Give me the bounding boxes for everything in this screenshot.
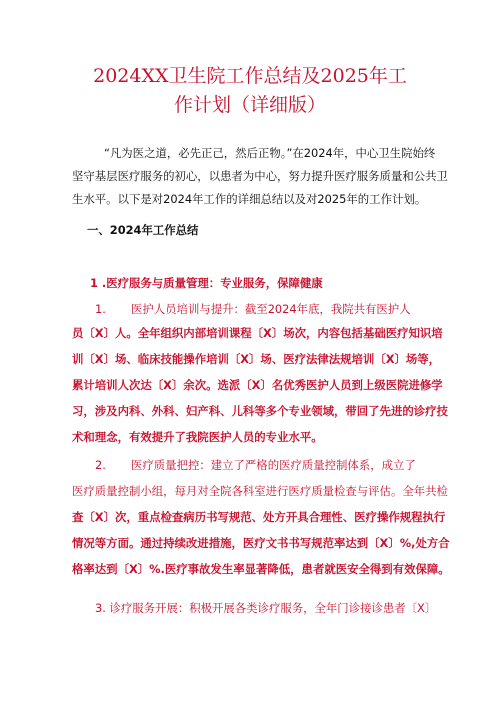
item-2-line-4: 情况等方面。通过持续改进措施，医疗文书书写规范率达到〔X〕%,处方合 xyxy=(72,536,450,550)
item-1-title: 医护人员培训与提升：截至2024年底，我院共有医护人 xyxy=(131,302,411,316)
document-title-line-1: 2024XX卫生院工作总结及2025年工 xyxy=(93,65,407,87)
subsection-title: 医疗服务与质量管理：专业服务，保障健康 xyxy=(106,276,323,290)
item-1-line-3: 训〔X〕场、临床技能操作培训〔X〕场、医疗法律法规培训〔X〕场等， xyxy=(72,352,441,366)
item-2-number: 2. xyxy=(95,458,106,472)
item-2-first-line xyxy=(95,457,416,473)
section-heading: 一、2024年工作总结 xyxy=(87,223,199,237)
item-1-first-line xyxy=(95,301,411,317)
intro-line-1: “凡为医之道，必先正己，然后正物。”在2024年，中心卫生院始终 xyxy=(104,146,436,160)
subsection-heading xyxy=(90,275,323,291)
item-1-line-6: 术和理念，有效提升了我院医护人员的专业水平。 xyxy=(72,430,323,444)
item-1-number: 1. xyxy=(95,302,106,316)
document-title-line-2: 作计划（详细版） xyxy=(173,94,326,116)
item-1-line-4: 累计培训人次达〔X〕余次。选派〔X〕名优秀医护人员到上级医院进修学 xyxy=(72,378,443,392)
item-1-line-2: 员〔X〕人。全年组织内部培训课程〔X〕场次，内容包括基础医疗知识培 xyxy=(72,326,443,340)
intro-line-3: 生水平。以下是对2024年工作的详细总结以及对2025年的工作计划。 xyxy=(72,192,427,206)
item-2-title: 医疗质量把控：建立了严格的医疗质量控制体系，成立了 xyxy=(131,458,416,472)
item-2-line-3: 查〔X〕次，重点检查病历书写规范、处方开具合理性、医疗操作规程执行 xyxy=(72,510,446,524)
item-3-first-line: 3. 诊疗服务开展：积极开展各类诊疗服务，全年门诊接诊患者〔X〕 xyxy=(95,601,437,615)
intro-line-2: 坚守基层医疗服务的初心，以患者为中心，努力提升医疗服务质量和公共卫 xyxy=(72,169,448,183)
item-1-line-5: 习，涉及内科、外科、妇产科、儿科等多个专业领域，带回了先进的诊疗技 xyxy=(72,404,448,418)
item-2-line-5: 格率达到〔X〕%.医疗事故发生率显著降低，患者就医安全得到有效保障。 xyxy=(72,562,450,576)
item-2-line-2: 医疗质量控制小组，每月对全院各科室进行医疗质量检查与评估。全年共检 xyxy=(72,484,448,498)
subsection-number: 1 . xyxy=(90,276,107,290)
